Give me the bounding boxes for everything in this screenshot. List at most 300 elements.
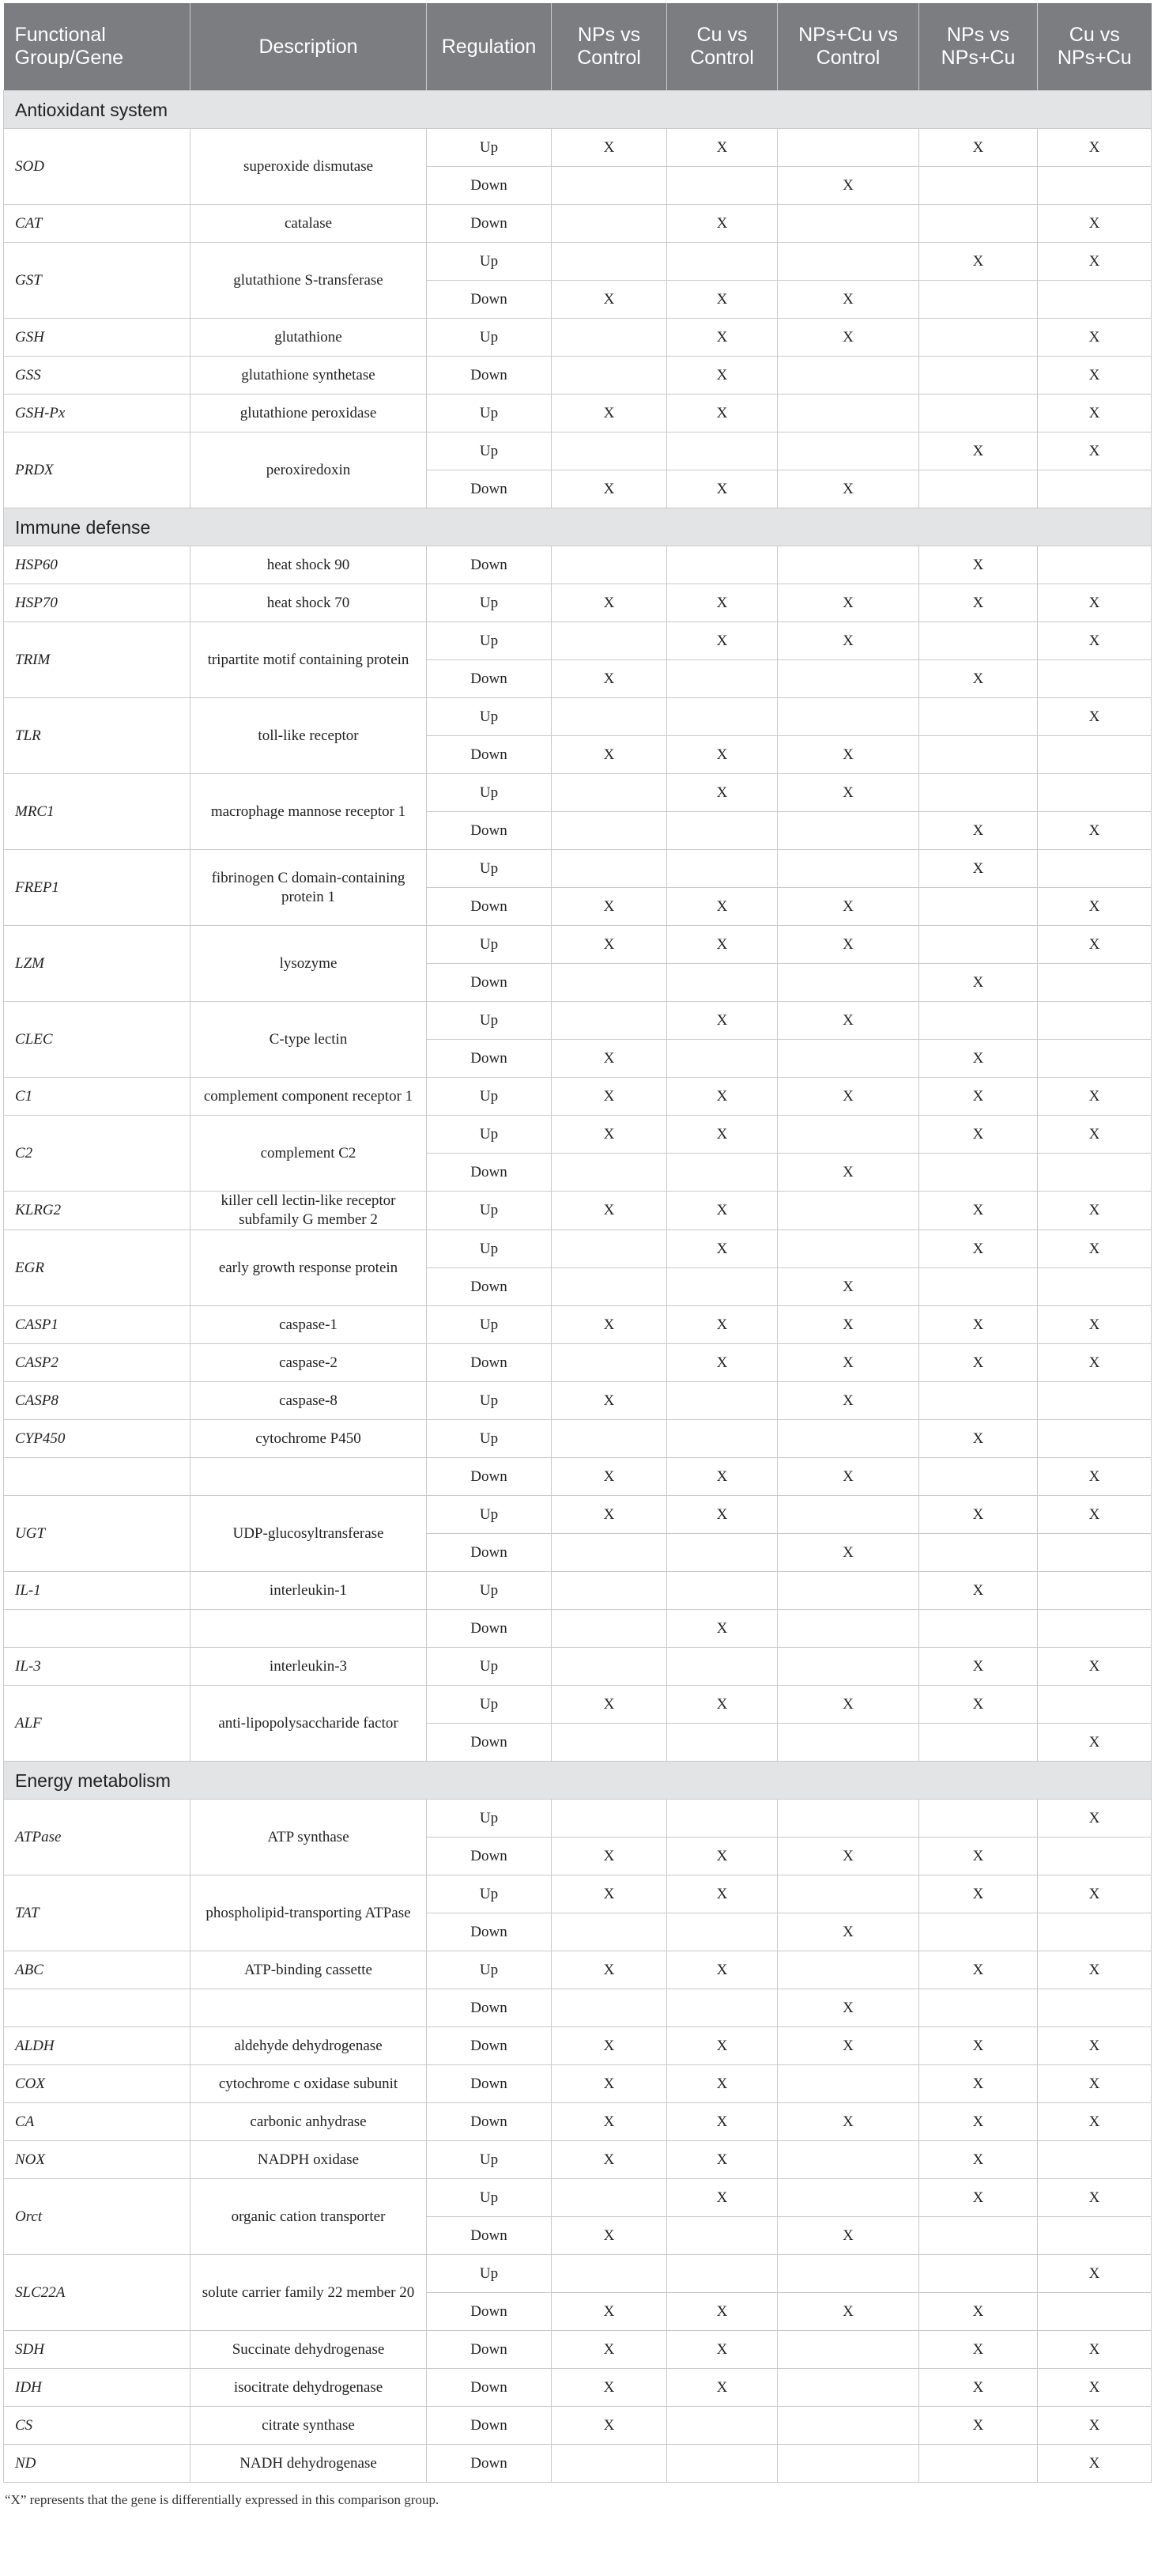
table-row bbox=[4, 2103, 1152, 2141]
comparison-mark-cell bbox=[552, 1913, 667, 1951]
comparison-mark-cell bbox=[552, 774, 667, 812]
regulation-cell: Down bbox=[427, 2065, 552, 2103]
comparison-mark-cell bbox=[778, 2065, 919, 2103]
description-cell: cytochrome P450 bbox=[190, 1420, 427, 1458]
regulation-cell: Down bbox=[427, 1838, 552, 1875]
table-row bbox=[4, 432, 1152, 470]
regulation-cell: Down bbox=[427, 2369, 552, 2407]
regulation-cell: Down bbox=[427, 2293, 552, 2331]
comparison-mark-cell: X bbox=[667, 1458, 778, 1496]
regulation-cell: Up bbox=[427, 698, 552, 736]
gene-cell: GSH bbox=[4, 319, 190, 357]
table-row bbox=[4, 1420, 1152, 1458]
table-row bbox=[4, 1192, 1152, 1230]
comparison-mark-cell: X bbox=[919, 2293, 1038, 2331]
comparison-mark-cell bbox=[1038, 1002, 1152, 1040]
comparison-mark-cell: X bbox=[1038, 205, 1152, 243]
description-cell: glutathione bbox=[190, 319, 427, 357]
comparison-mark-cell: X bbox=[552, 281, 667, 319]
regulation-cell: Up bbox=[427, 926, 552, 964]
description-cell: catalase bbox=[190, 205, 427, 243]
description-cell: anti-lipopolysaccharide factor bbox=[190, 1686, 427, 1762]
regulation-cell: Up bbox=[427, 2255, 552, 2293]
comparison-mark-cell bbox=[552, 850, 667, 888]
gene-cell: GSS bbox=[4, 357, 190, 395]
comparison-mark-cell bbox=[667, 1040, 778, 1078]
description-cell: heat shock 70 bbox=[190, 584, 427, 622]
comparison-mark-cell: X bbox=[667, 2141, 778, 2179]
comparison-mark-cell bbox=[919, 205, 1038, 243]
regulation-cell: Up bbox=[427, 1875, 552, 1913]
comparison-mark-cell bbox=[919, 470, 1038, 508]
comparison-mark-cell bbox=[667, 1420, 778, 1458]
regulation-cell: Up bbox=[427, 1951, 552, 1989]
regulation-cell: Up bbox=[427, 1648, 552, 1686]
comparison-mark-cell bbox=[1038, 1610, 1152, 1648]
description-cell: lysozyme bbox=[190, 926, 427, 1002]
comparison-mark-cell bbox=[919, 736, 1038, 774]
table-row bbox=[4, 357, 1152, 395]
comparison-mark-cell: X bbox=[1038, 1724, 1152, 1762]
comparison-mark-cell: X bbox=[552, 1040, 667, 1078]
comparison-mark-cell bbox=[1038, 1420, 1152, 1458]
comparison-mark-cell: X bbox=[552, 926, 667, 964]
table-row bbox=[4, 1875, 1152, 1913]
comparison-mark-cell bbox=[552, 167, 667, 205]
comparison-mark-cell bbox=[552, 1648, 667, 1686]
comparison-mark-cell: X bbox=[919, 1040, 1038, 1078]
gene-cell: HSP60 bbox=[4, 546, 190, 584]
comparison-mark-cell: X bbox=[919, 1648, 1038, 1686]
description-cell: glutathione peroxidase bbox=[190, 395, 427, 432]
comparison-mark-cell: X bbox=[778, 584, 919, 622]
comparison-mark-cell: X bbox=[552, 660, 667, 698]
table-row bbox=[4, 1344, 1152, 1382]
regulation-cell: Down bbox=[427, 1458, 552, 1496]
comparison-mark-cell: X bbox=[667, 1230, 778, 1268]
comparison-mark-cell bbox=[667, 1268, 778, 1306]
comparison-mark-cell: X bbox=[778, 1078, 919, 1116]
comparison-mark-cell bbox=[778, 850, 919, 888]
gene-cell: EGR bbox=[4, 1230, 190, 1306]
comparison-mark-cell bbox=[778, 1420, 919, 1458]
description-cell: glutathione S-transferase bbox=[190, 243, 427, 319]
regulation-cell: Up bbox=[427, 432, 552, 470]
comparison-mark-cell bbox=[919, 281, 1038, 319]
table-row bbox=[4, 2331, 1152, 2369]
comparison-mark-cell: X bbox=[552, 1192, 667, 1230]
comparison-mark-cell: X bbox=[919, 546, 1038, 584]
comparison-mark-cell: X bbox=[667, 319, 778, 357]
table-row bbox=[4, 1458, 1152, 1496]
comparison-mark-cell bbox=[667, 2445, 778, 2483]
comparison-mark-cell bbox=[667, 243, 778, 281]
comparison-mark-cell: X bbox=[778, 319, 919, 357]
regulation-cell: Up bbox=[427, 1382, 552, 1420]
comparison-mark-cell: X bbox=[667, 2027, 778, 2065]
comparison-mark-cell bbox=[919, 1610, 1038, 1648]
comparison-mark-cell bbox=[919, 357, 1038, 395]
description-cell: isocitrate dehydrogenase bbox=[190, 2369, 427, 2407]
description-cell bbox=[190, 1989, 427, 2027]
comparison-mark-cell: X bbox=[919, 1192, 1038, 1230]
comparison-mark-cell bbox=[919, 319, 1038, 357]
comparison-mark-cell bbox=[778, 1800, 919, 1838]
gene-cell: MRC1 bbox=[4, 774, 190, 850]
comparison-mark-cell: X bbox=[1038, 622, 1152, 660]
regulation-cell: Down bbox=[427, 1534, 552, 1572]
regulation-cell: Down bbox=[427, 1040, 552, 1078]
comparison-mark-cell: X bbox=[552, 736, 667, 774]
comparison-mark-cell: X bbox=[919, 1572, 1038, 1610]
comparison-mark-cell: X bbox=[778, 2103, 919, 2141]
comparison-mark-cell bbox=[667, 1382, 778, 1420]
comparison-mark-cell bbox=[667, 812, 778, 850]
gene-cell: TRIM bbox=[4, 622, 190, 698]
comparison-mark-cell: X bbox=[667, 2179, 778, 2217]
comparison-mark-cell bbox=[552, 1534, 667, 1572]
table-row bbox=[4, 2407, 1152, 2445]
comparison-mark-cell: X bbox=[919, 1838, 1038, 1875]
description-cell: C-type lectin bbox=[190, 1002, 427, 1078]
regulation-cell: Down bbox=[427, 2445, 552, 2483]
comparison-mark-cell: X bbox=[1038, 1078, 1152, 1116]
comparison-mark-cell bbox=[1038, 2217, 1152, 2255]
table-header bbox=[4, 3, 1152, 91]
comparison-mark-cell: X bbox=[552, 1306, 667, 1344]
gene-cell bbox=[4, 1610, 190, 1648]
table-row bbox=[4, 2141, 1152, 2179]
comparison-mark-cell bbox=[778, 1648, 919, 1686]
gene-cell: ALF bbox=[4, 1686, 190, 1762]
table-row bbox=[4, 1078, 1152, 1116]
comparison-mark-cell: X bbox=[552, 1496, 667, 1534]
comparison-mark-cell bbox=[552, 1230, 667, 1268]
comparison-mark-cell bbox=[1038, 1534, 1152, 1572]
gene-expression-table bbox=[3, 3, 1152, 2483]
comparison-mark-cell: X bbox=[1038, 1496, 1152, 1534]
description-cell: NADPH oxidase bbox=[190, 2141, 427, 2179]
comparison-mark-cell bbox=[919, 2445, 1038, 2483]
table-row bbox=[4, 1800, 1152, 1838]
header-functional-group-gene: Functional Group/Gene bbox=[4, 3, 190, 91]
comparison-mark-cell: X bbox=[778, 1268, 919, 1306]
regulation-cell: Down bbox=[427, 2407, 552, 2445]
comparison-mark-cell bbox=[552, 1268, 667, 1306]
comparison-mark-cell: X bbox=[919, 1686, 1038, 1724]
gene-cell bbox=[4, 1989, 190, 2027]
comparison-mark-cell bbox=[919, 1002, 1038, 1040]
description-cell: cytochrome c oxidase subunit bbox=[190, 2065, 427, 2103]
comparison-mark-cell: X bbox=[1038, 2103, 1152, 2141]
comparison-mark-cell: X bbox=[552, 1686, 667, 1724]
comparison-mark-cell bbox=[919, 1534, 1038, 1572]
table-row bbox=[4, 774, 1152, 812]
comparison-mark-cell: X bbox=[919, 1496, 1038, 1534]
group-row bbox=[4, 1762, 1152, 1800]
comparison-mark-cell bbox=[778, 1116, 919, 1154]
table-row bbox=[4, 205, 1152, 243]
comparison-mark-cell: X bbox=[667, 1078, 778, 1116]
regulation-cell: Up bbox=[427, 1686, 552, 1724]
comparison-mark-cell bbox=[919, 1458, 1038, 1496]
gene-cell: PRDX bbox=[4, 432, 190, 508]
gene-cell: CA bbox=[4, 2103, 190, 2141]
regulation-cell: Up bbox=[427, 395, 552, 432]
comparison-mark-cell bbox=[919, 698, 1038, 736]
comparison-mark-cell bbox=[1038, 1686, 1152, 1724]
comparison-mark-cell bbox=[667, 1989, 778, 2027]
comparison-mark-cell bbox=[778, 964, 919, 1002]
comparison-mark-cell bbox=[1038, 774, 1152, 812]
comparison-mark-cell bbox=[778, 660, 919, 698]
comparison-mark-cell: X bbox=[1038, 395, 1152, 432]
comparison-mark-cell bbox=[552, 2179, 667, 2217]
header-description: Description bbox=[190, 3, 427, 91]
comparison-mark-cell: X bbox=[778, 1344, 919, 1382]
comparison-mark-cell bbox=[778, 1610, 919, 1648]
header-cu-vs-npscu: Cu vs NPs+Cu bbox=[1038, 3, 1152, 91]
regulation-cell: Up bbox=[427, 2179, 552, 2217]
comparison-mark-cell: X bbox=[919, 660, 1038, 698]
comparison-mark-cell: X bbox=[552, 584, 667, 622]
table-row bbox=[4, 2179, 1152, 2217]
comparison-mark-cell: X bbox=[667, 2065, 778, 2103]
comparison-mark-cell: X bbox=[667, 1838, 778, 1875]
header-nps-vs-npscu: NPs vs NPs+Cu bbox=[919, 3, 1038, 91]
comparison-mark-cell: X bbox=[919, 432, 1038, 470]
comparison-mark-cell bbox=[552, 812, 667, 850]
gene-cell: CS bbox=[4, 2407, 190, 2445]
comparison-mark-cell: X bbox=[1038, 1458, 1152, 1496]
comparison-mark-cell: X bbox=[919, 1420, 1038, 1458]
comparison-mark-cell: X bbox=[919, 1116, 1038, 1154]
comparison-mark-cell: X bbox=[1038, 812, 1152, 850]
gene-cell: C1 bbox=[4, 1078, 190, 1116]
comparison-mark-cell bbox=[919, 1724, 1038, 1762]
table-row bbox=[4, 395, 1152, 432]
comparison-mark-cell: X bbox=[667, 2103, 778, 2141]
table-row bbox=[4, 1572, 1152, 1610]
comparison-mark-cell bbox=[1038, 546, 1152, 584]
comparison-mark-cell bbox=[778, 2255, 919, 2293]
comparison-mark-cell: X bbox=[552, 1458, 667, 1496]
comparison-mark-cell: X bbox=[667, 129, 778, 167]
comparison-mark-cell bbox=[667, 432, 778, 470]
comparison-mark-cell: X bbox=[552, 470, 667, 508]
comparison-mark-cell: X bbox=[667, 470, 778, 508]
comparison-mark-cell: X bbox=[552, 2369, 667, 2407]
comparison-mark-cell: X bbox=[919, 2369, 1038, 2407]
regulation-cell: Down bbox=[427, 964, 552, 1002]
comparison-mark-cell: X bbox=[667, 774, 778, 812]
comparison-mark-cell: X bbox=[1038, 926, 1152, 964]
regulation-cell: Up bbox=[427, 2141, 552, 2179]
regulation-cell: Down bbox=[427, 2331, 552, 2369]
description-cell: aldehyde dehydrogenase bbox=[190, 2027, 427, 2065]
description-cell: ATP synthase bbox=[190, 1800, 427, 1875]
comparison-mark-cell: X bbox=[667, 1875, 778, 1913]
gene-cell: KLRG2 bbox=[4, 1192, 190, 1230]
comparison-mark-cell bbox=[1038, 1913, 1152, 1951]
table-row bbox=[4, 1230, 1152, 1268]
description-cell: interleukin-3 bbox=[190, 1648, 427, 1686]
regulation-cell: Down bbox=[427, 1344, 552, 1382]
comparison-mark-cell bbox=[919, 888, 1038, 926]
comparison-mark-cell: X bbox=[919, 1344, 1038, 1382]
regulation-cell: Down bbox=[427, 470, 552, 508]
description-cell: interleukin-1 bbox=[190, 1572, 427, 1610]
comparison-mark-cell: X bbox=[1038, 698, 1152, 736]
comparison-mark-cell: X bbox=[667, 1192, 778, 1230]
regulation-cell: Up bbox=[427, 243, 552, 281]
regulation-cell: Down bbox=[427, 546, 552, 584]
comparison-mark-cell bbox=[552, 2255, 667, 2293]
comparison-mark-cell bbox=[552, 622, 667, 660]
group-row bbox=[4, 91, 1152, 129]
table-row bbox=[4, 2255, 1152, 2293]
comparison-mark-cell: X bbox=[919, 1078, 1038, 1116]
description-cell: fibrinogen C domain-containing protein 1 bbox=[190, 850, 427, 926]
comparison-mark-cell: X bbox=[1038, 319, 1152, 357]
regulation-cell: Up bbox=[427, 1116, 552, 1154]
comparison-mark-cell: X bbox=[919, 2141, 1038, 2179]
regulation-cell: Up bbox=[427, 1496, 552, 1534]
header-nps-vs-control: NPs vs Control bbox=[552, 3, 667, 91]
gene-cell: Orct bbox=[4, 2179, 190, 2255]
comparison-mark-cell bbox=[667, 167, 778, 205]
comparison-mark-cell bbox=[1038, 1838, 1152, 1875]
regulation-cell: Up bbox=[427, 1420, 552, 1458]
table-row bbox=[4, 850, 1152, 888]
comparison-mark-cell bbox=[667, 1154, 778, 1192]
comparison-mark-cell bbox=[919, 2255, 1038, 2293]
comparison-mark-cell bbox=[919, 1268, 1038, 1306]
comparison-mark-cell: X bbox=[919, 2065, 1038, 2103]
regulation-cell: Up bbox=[427, 584, 552, 622]
comparison-mark-cell: X bbox=[919, 2027, 1038, 2065]
regulation-cell: Down bbox=[427, 736, 552, 774]
gene-cell: IL-3 bbox=[4, 1648, 190, 1686]
comparison-mark-cell bbox=[1038, 2293, 1152, 2331]
comparison-mark-cell: X bbox=[778, 1989, 919, 2027]
comparison-mark-cell: X bbox=[919, 964, 1038, 1002]
gene-cell: IL-1 bbox=[4, 1572, 190, 1610]
comparison-mark-cell bbox=[1038, 1989, 1152, 2027]
comparison-mark-cell: X bbox=[919, 2331, 1038, 2369]
comparison-mark-cell: X bbox=[1038, 888, 1152, 926]
comparison-mark-cell: X bbox=[1038, 1648, 1152, 1686]
gene-cell: SLC22A bbox=[4, 2255, 190, 2331]
gene-cell: NOX bbox=[4, 2141, 190, 2179]
table-body bbox=[4, 91, 1152, 2483]
comparison-mark-cell bbox=[778, 1040, 919, 1078]
gene-cell: TLR bbox=[4, 698, 190, 774]
comparison-mark-cell bbox=[1038, 1572, 1152, 1610]
regulation-cell: Down bbox=[427, 357, 552, 395]
comparison-mark-cell bbox=[552, 243, 667, 281]
comparison-mark-cell bbox=[919, 1989, 1038, 2027]
comparison-mark-cell bbox=[778, 1724, 919, 1762]
regulation-cell: Up bbox=[427, 1230, 552, 1268]
comparison-mark-cell: X bbox=[667, 584, 778, 622]
gene-cell bbox=[4, 1458, 190, 1496]
comparison-mark-cell bbox=[667, 1572, 778, 1610]
table-row bbox=[4, 1989, 1152, 2027]
table-row bbox=[4, 129, 1152, 167]
comparison-mark-cell: X bbox=[1038, 1800, 1152, 1838]
comparison-mark-cell: X bbox=[667, 1496, 778, 1534]
comparison-mark-cell: X bbox=[778, 1154, 919, 1192]
comparison-mark-cell: X bbox=[1038, 129, 1152, 167]
regulation-cell: Down bbox=[427, 205, 552, 243]
comparison-mark-cell bbox=[778, 1496, 919, 1534]
comparison-mark-cell bbox=[778, 129, 919, 167]
regulation-cell: Down bbox=[427, 1989, 552, 2027]
comparison-mark-cell: X bbox=[552, 2217, 667, 2255]
comparison-mark-cell: X bbox=[552, 2065, 667, 2103]
regulation-cell: Down bbox=[427, 812, 552, 850]
comparison-mark-cell: X bbox=[919, 1230, 1038, 1268]
comparison-mark-cell: X bbox=[919, 1875, 1038, 1913]
comparison-mark-cell: X bbox=[667, 2369, 778, 2407]
table-row bbox=[4, 1382, 1152, 1420]
comparison-mark-cell bbox=[1038, 281, 1152, 319]
comparison-mark-cell bbox=[552, 1002, 667, 1040]
description-cell bbox=[190, 1610, 427, 1648]
comparison-mark-cell: X bbox=[1038, 2369, 1152, 2407]
table-row bbox=[4, 1610, 1152, 1648]
comparison-mark-cell: X bbox=[552, 1382, 667, 1420]
comparison-mark-cell bbox=[552, 1572, 667, 1610]
comparison-mark-cell bbox=[1038, 2141, 1152, 2179]
comparison-mark-cell bbox=[667, 1800, 778, 1838]
comparison-mark-cell: X bbox=[919, 129, 1038, 167]
regulation-cell: Up bbox=[427, 622, 552, 660]
comparison-mark-cell: X bbox=[1038, 2179, 1152, 2217]
comparison-mark-cell: X bbox=[778, 926, 919, 964]
gene-cell: ATPase bbox=[4, 1800, 190, 1875]
comparison-mark-cell bbox=[919, 167, 1038, 205]
comparison-mark-cell: X bbox=[919, 850, 1038, 888]
description-cell: ATP-binding cassette bbox=[190, 1951, 427, 1989]
comparison-mark-cell: X bbox=[667, 622, 778, 660]
comparison-mark-cell bbox=[919, 926, 1038, 964]
table-row bbox=[4, 2065, 1152, 2103]
comparison-mark-cell bbox=[778, 546, 919, 584]
comparison-mark-cell bbox=[1038, 1040, 1152, 1078]
comparison-mark-cell: X bbox=[1038, 2407, 1152, 2445]
regulation-cell: Down bbox=[427, 1724, 552, 1762]
gene-cell: SDH bbox=[4, 2331, 190, 2369]
table-row bbox=[4, 1648, 1152, 1686]
comparison-mark-cell: X bbox=[667, 395, 778, 432]
gene-cell: CASP2 bbox=[4, 1344, 190, 1382]
comparison-mark-cell bbox=[1038, 1154, 1152, 1192]
description-cell: early growth response protein bbox=[190, 1230, 427, 1306]
comparison-mark-cell: X bbox=[667, 357, 778, 395]
comparison-mark-cell bbox=[667, 2255, 778, 2293]
comparison-mark-cell: X bbox=[778, 1002, 919, 1040]
regulation-cell: Down bbox=[427, 1268, 552, 1306]
comparison-mark-cell bbox=[778, 698, 919, 736]
regulation-cell: Up bbox=[427, 1192, 552, 1230]
gene-cell: IDH bbox=[4, 2369, 190, 2407]
comparison-mark-cell: X bbox=[552, 1116, 667, 1154]
comparison-mark-cell: X bbox=[667, 205, 778, 243]
comparison-mark-cell bbox=[667, 1534, 778, 1572]
comparison-mark-cell bbox=[667, 1913, 778, 1951]
